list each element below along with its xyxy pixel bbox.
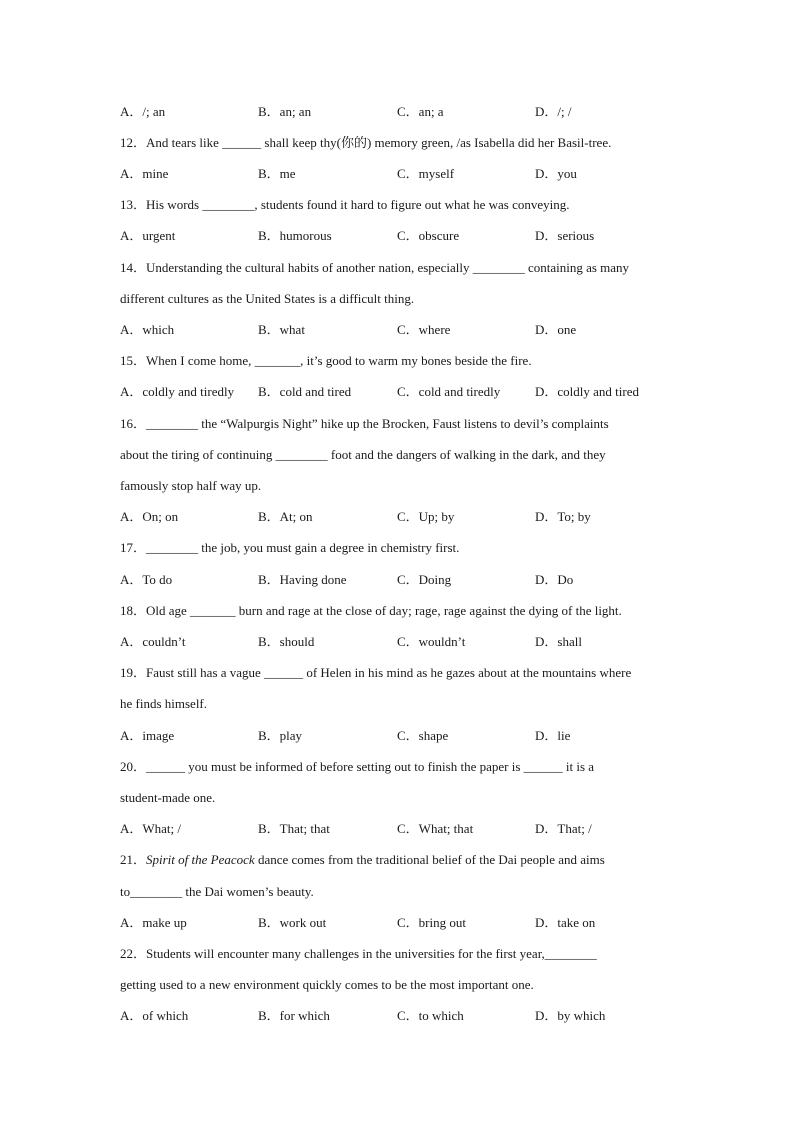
q12-text: 12．And tears like ______ shall keep thy(你的) memory green, /as Isabella did her Basil-tree.: [120, 135, 612, 150]
q18-options: [120, 634, 680, 650]
q21-number: 21．: [120, 852, 147, 867]
q21-option-b[interactable]: B．work out: [258, 915, 327, 930]
q16-text-line2: about the tiring of continuing ________ foot and the dangers of walking in the dark, and they: [120, 447, 606, 462]
q16-text-line3: famously stop half way up.: [120, 478, 262, 493]
q22-option-c[interactable]: C．to which: [397, 1008, 464, 1023]
q18-option-a[interactable]: A．couldn’t: [120, 634, 186, 649]
q17-option-b[interactable]: B．Having done: [258, 572, 347, 587]
q13-option-c[interactable]: C．obscure: [397, 228, 460, 243]
q21-italic-title: Spirit of the Peacock: [146, 852, 255, 867]
q19-text-line2: he finds himself.: [120, 696, 208, 711]
q16-option-a[interactable]: A．On; on: [120, 509, 179, 524]
q20-text-line2: student-made one.: [120, 790, 216, 805]
q17-options: [120, 572, 680, 588]
q11-option-c[interactable]: C．an; a: [397, 104, 444, 119]
q20-option-a[interactable]: A．What; /: [120, 821, 182, 836]
q22-option-a[interactable]: A．of which: [120, 1008, 189, 1023]
q21-options: [120, 915, 680, 931]
q21-option-c[interactable]: C．bring out: [397, 915, 466, 930]
q12-option-c[interactable]: C．myself: [397, 166, 455, 181]
q13-text: 13．His words ________, students found it hard to figure out what he was conveying.: [120, 197, 570, 212]
q16-options: [120, 509, 680, 525]
q19-options: [120, 728, 680, 744]
q13-option-a[interactable]: A．urgent: [120, 228, 176, 243]
q20-option-b[interactable]: B．That; that: [258, 821, 330, 836]
q13-option-d[interactable]: D．serious: [535, 228, 595, 243]
q11-option-d[interactable]: D．/; /: [535, 104, 572, 119]
q19-option-c[interactable]: C．shape: [397, 728, 449, 743]
q20-option-c[interactable]: C．What; that: [397, 821, 474, 836]
q16-text-line1: 16．________ the “Walpurgis Night” hike up the Brocken, Faust listens to devil’s complaints: [120, 416, 609, 431]
q20-options: [120, 821, 680, 837]
q17-option-a[interactable]: A．To do: [120, 572, 173, 587]
q19-option-b[interactable]: B．play: [258, 728, 303, 743]
q18-option-c[interactable]: C．wouldn’t: [397, 634, 466, 649]
q21-text-line2: to________ the Dai women’s beauty.: [120, 884, 314, 899]
q19-option-d[interactable]: D．lie: [535, 728, 571, 743]
q22-text-line1: 22．Students will encounter many challenges in the universities for the first year,________: [120, 946, 597, 961]
q15-text: 15．When I come home, _______, it’s good to warm my bones beside the fire.: [120, 353, 532, 368]
q14-option-c[interactable]: C．where: [397, 322, 451, 337]
q16-option-b[interactable]: B．At; on: [258, 509, 313, 524]
q12-options: [120, 166, 680, 182]
q14-text-line2: different cultures as the United States is a difficult thing.: [120, 291, 415, 306]
q22-option-b[interactable]: B．for which: [258, 1008, 330, 1023]
q21-option-a[interactable]: A．make up: [120, 915, 187, 930]
q22-text-line2: getting used to a new environment quickly comes to be the most important one.: [120, 977, 534, 992]
q15-option-a[interactable]: A．coldly and tiredly: [120, 384, 235, 399]
q14-text-line1: 14．Understanding the cultural habits of another nation, especially ________ containing as many: [120, 260, 630, 275]
q12-option-b[interactable]: B．me: [258, 166, 296, 181]
q14-option-d[interactable]: D．one: [535, 322, 577, 337]
q21-option-d[interactable]: D．take on: [535, 915, 596, 930]
q12-option-a[interactable]: A．mine: [120, 166, 169, 181]
q20-text-line1: 20．______ you must be informed of before setting out to finish the paper is ______ it is a: [120, 759, 595, 774]
q14-option-b[interactable]: B．what: [258, 322, 305, 337]
q13-option-b[interactable]: B．humorous: [258, 228, 332, 243]
q16-option-d[interactable]: D．To; by: [535, 509, 591, 524]
q11-option-b[interactable]: B．an; an: [258, 104, 312, 119]
q17-option-c[interactable]: C．Doing: [397, 572, 452, 587]
q20-option-d[interactable]: D．That; /: [535, 821, 592, 836]
q14-option-a[interactable]: A．which: [120, 322, 175, 337]
q17-text: 17．________ the job, you must gain a degree in chemistry first.: [120, 540, 460, 555]
q11-option-a[interactable]: A．/; an: [120, 104, 166, 119]
q18-option-b[interactable]: B．should: [258, 634, 315, 649]
q17-option-d[interactable]: D．Do: [535, 572, 574, 587]
q11-options: [120, 104, 680, 120]
q22-option-d[interactable]: D．by which: [535, 1008, 606, 1023]
q15-option-d[interactable]: D．coldly and tired: [535, 384, 639, 399]
q19-option-a[interactable]: A．image: [120, 728, 175, 743]
q15-options: [120, 384, 680, 400]
q16-option-c[interactable]: C．Up; by: [397, 509, 455, 524]
q19-text-line1: 19．Faust still has a vague ______ of Helen in his mind as he gazes about at the mountains where: [120, 665, 632, 680]
q15-option-c[interactable]: C．cold and tiredly: [397, 384, 501, 399]
q21-text-line1: [120, 852, 680, 868]
q13-options: [120, 228, 680, 244]
q12-option-d[interactable]: D．you: [535, 166, 577, 181]
q21-text-rest: dance comes from the traditional belief of the Dai people and aims: [254, 852, 605, 867]
q14-options: [120, 322, 680, 338]
q15-option-b[interactable]: B．cold and tired: [258, 384, 352, 399]
q18-option-d[interactable]: D．shall: [535, 634, 582, 649]
q18-text: 18．Old age _______ burn and rage at the close of day; rage, rage against the dying of the light.: [120, 603, 622, 618]
q22-options: [120, 1008, 680, 1024]
